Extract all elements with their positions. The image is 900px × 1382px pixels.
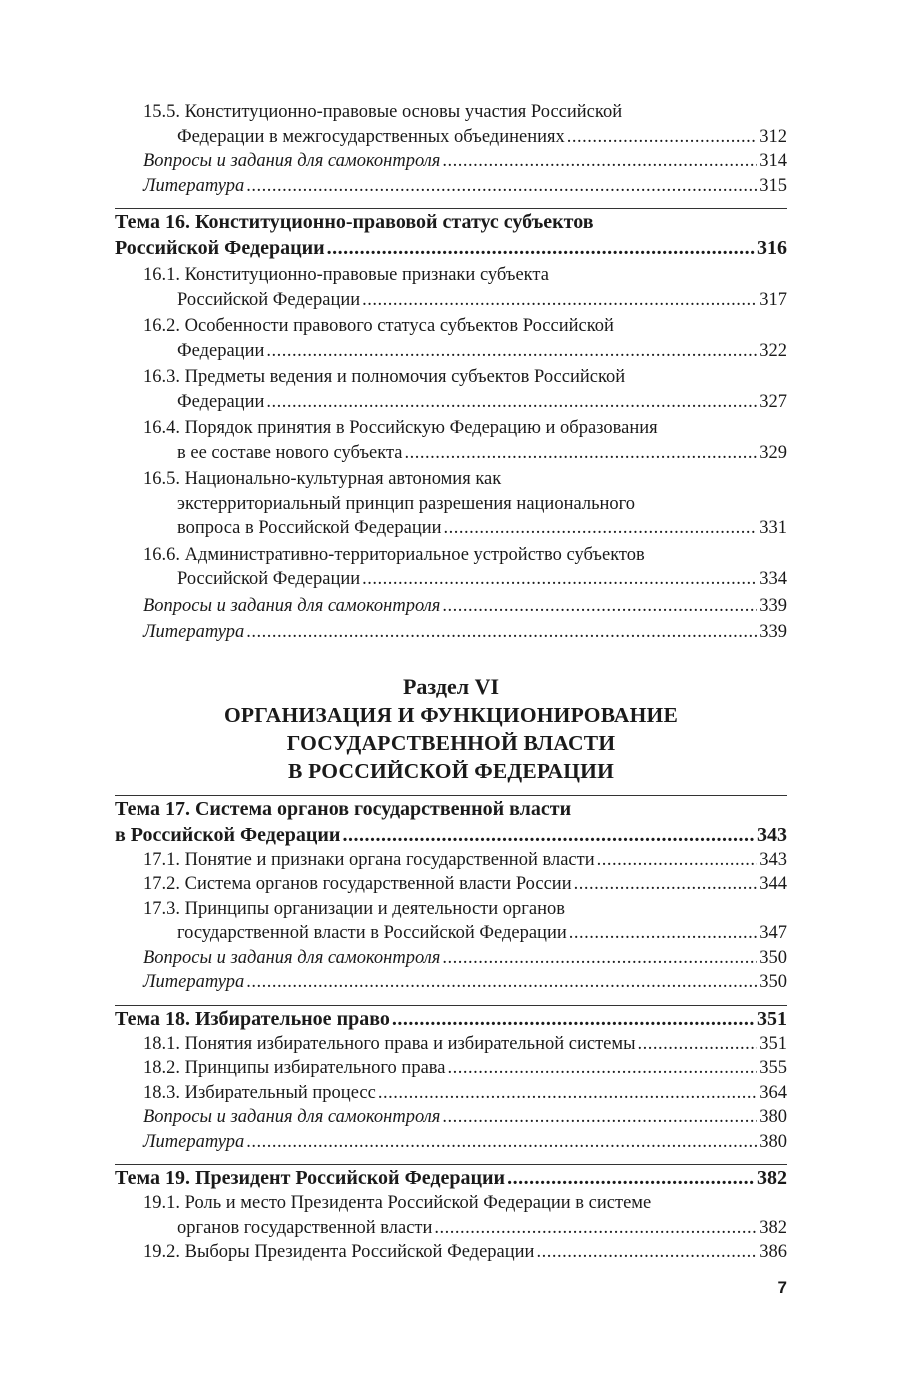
toc-entry: [143, 872, 787, 897]
dot-leader: [574, 872, 758, 897]
dot-leader: [246, 174, 757, 199]
toc-entry: [143, 149, 787, 174]
toc-page-number: 350: [759, 947, 787, 968]
toc-entry-text: вопроса в Российской Федерации: [177, 518, 442, 538]
toc-page-number: 327: [759, 391, 787, 412]
toc-entry-text: 15.5. Конституционно-правовые основы участия Российской: [143, 102, 623, 122]
toc-entry-text: 19.1. Роль и место Президента Российской Федерации в системе: [143, 1193, 652, 1213]
toc-page-number: 317: [759, 289, 787, 310]
toc-entry-text: 17.1. Понятие и признаки органа государственной власти: [143, 849, 595, 870]
toc-topic-entry: [115, 1165, 787, 1191]
section-title-line: ОРГАНИЗАЦИЯ И ФУНКЦИОНИРОВАНИЕ: [223, 702, 679, 727]
toc-page-number: 351: [759, 1033, 787, 1054]
toc-topic-entry: [115, 209, 787, 261]
toc-entry-text: органов государственной власти: [177, 1217, 433, 1238]
dot-leader: [246, 1130, 757, 1155]
toc-entry-text: 16.5. Национально-культурная автономия как: [143, 469, 502, 489]
toc-entry: [143, 365, 787, 414]
dot-leader: [442, 149, 757, 174]
toc-entry-text: 16.3. Предметы ведения и полномочия субъектов Российской: [143, 367, 626, 387]
toc-page-number: 343: [759, 849, 787, 870]
toc-page-number: 312: [759, 126, 787, 147]
toc-entry: [143, 1056, 787, 1081]
toc-entry-text: Вопросы и задания для самоконтроля: [143, 151, 441, 171]
toc-entry: [143, 100, 787, 149]
toc-entry-text: 18.3. Избирательный процесс: [143, 1082, 376, 1103]
dot-leader: [444, 516, 758, 541]
toc-entry-text: 16.1. Конституционно-правовые признаки субъекта: [143, 265, 549, 285]
toc-entry: [143, 416, 787, 465]
dot-leader: [362, 288, 757, 313]
toc-entry-text: Российской Федерации: [115, 237, 325, 259]
toc-entry-text: Российской Федерации: [177, 569, 361, 589]
toc-entry: [143, 946, 787, 971]
toc-entry: [143, 970, 787, 995]
toc-page-number: 315: [759, 175, 787, 196]
toc-entry-text: Тема 17. Система органов государственной власти: [115, 797, 572, 820]
toc-entry: [143, 1130, 787, 1155]
toc-entry-text: Вопросы и задания для самоконтроля: [143, 595, 441, 616]
dot-leader: [507, 1165, 755, 1191]
toc-entry-text: Федерации: [177, 340, 265, 361]
toc-entry-text: Вопросы и задания для самоконтроля: [143, 1107, 441, 1127]
toc-entry-text: Федерации: [177, 391, 265, 412]
section-heading: [115, 673, 787, 785]
toc-entry-text: Литература: [143, 622, 245, 642]
toc-page-number: 350: [759, 972, 787, 992]
toc-entry: [143, 1081, 787, 1106]
toc-page: [115, 100, 787, 1265]
toc-entry: [143, 174, 787, 199]
toc-page-number: 331: [759, 518, 787, 538]
toc-entry: [143, 897, 787, 946]
toc-page-number: 344: [759, 874, 787, 894]
dot-leader: [434, 1216, 757, 1241]
toc-page-number: 316: [757, 237, 787, 259]
toc-page-number: 382: [757, 1167, 787, 1189]
toc-entry-text: Федерации в межгосударственных объединениях: [177, 126, 565, 147]
toc-page-number: 364: [759, 1082, 787, 1103]
toc-entry-text: 16.2. Особенности правового статуса субъектов Российской: [143, 316, 614, 336]
toc-entry: [143, 594, 787, 619]
toc-page-number: 343: [757, 823, 787, 846]
dot-leader: [378, 1081, 757, 1106]
toc-entry-text: Вопросы и задания для самоконтроля: [143, 947, 441, 968]
toc-page-number: 339: [759, 595, 787, 616]
toc-page-number: 347: [759, 923, 787, 943]
toc-topic-entry: [115, 1006, 787, 1032]
dot-leader: [246, 620, 757, 645]
toc-page-number: 334: [759, 569, 787, 589]
dot-leader: [327, 235, 755, 261]
toc-entry-text: 17.2. Система органов государственной власти России: [143, 874, 572, 894]
toc-topic-entry: [115, 796, 787, 848]
toc-page-number: 386: [759, 1242, 787, 1262]
toc-page-number: 351: [757, 1007, 787, 1030]
dot-leader: [405, 441, 758, 466]
section-title-line: В РОССИЙСКОЙ ФЕДЕРАЦИИ: [287, 758, 615, 783]
toc-entry: [143, 1240, 787, 1265]
toc-page-number: 355: [759, 1058, 787, 1078]
toc-entry: [143, 467, 787, 541]
toc-entry: [143, 1105, 787, 1130]
dot-leader: [266, 390, 757, 415]
dot-leader: [567, 125, 757, 150]
toc-entry: [143, 848, 787, 873]
toc-entry-text: 17.3. Принципы организации и деятельности органов: [143, 898, 565, 919]
toc-entry: [143, 263, 787, 312]
toc-entry-text: 16.6. Административно-территориальное устройство субъектов: [143, 544, 645, 565]
toc-entry-text: в Российской Федерации: [115, 823, 341, 846]
toc-page-number: 329: [759, 442, 787, 463]
dot-leader: [442, 1105, 757, 1130]
dot-leader: [442, 594, 757, 619]
toc-entry-text: в ее составе нового субъекта: [177, 442, 403, 463]
toc-entry: [143, 1032, 787, 1057]
toc-entry: [143, 1191, 787, 1240]
toc-page-number: 380: [759, 1107, 787, 1127]
toc-entry-text: 19.2. Выборы Президента Российской Федерации: [143, 1242, 535, 1262]
toc-entry-text: Литература: [143, 972, 245, 992]
toc-entry-text: Литература: [143, 1131, 245, 1152]
toc-entry: [143, 543, 787, 592]
toc-page-number: 339: [759, 622, 787, 642]
toc-entry-text: Литература: [143, 175, 245, 196]
dot-leader: [392, 1006, 755, 1032]
dot-leader: [569, 921, 757, 946]
section-title-line: ГОСУДАРСТВЕННОЙ ВЛАСТИ: [286, 730, 616, 755]
section-label: Раздел VI: [402, 673, 500, 699]
toc-page-number: 322: [759, 340, 787, 361]
toc-entry-text: Российской Федерации: [177, 289, 361, 310]
dot-leader: [342, 822, 755, 848]
toc-entry: [143, 620, 787, 645]
toc-page-number: 382: [759, 1217, 787, 1238]
toc-entry-text: 18.1. Понятия избирательного права и избирательной системы: [143, 1033, 636, 1054]
dot-leader: [536, 1240, 757, 1265]
dot-leader: [246, 970, 757, 995]
toc-entry-text: государственной власти в Российской Федерации: [177, 923, 567, 943]
toc-entry: [143, 314, 787, 363]
toc-page-number: 314: [759, 151, 787, 171]
dot-leader: [362, 567, 757, 592]
toc-entry-text: Тема 16. Конституционно-правовой статус субъектов: [115, 211, 594, 233]
toc-page-number: 380: [759, 1131, 787, 1152]
toc-entry-text: Тема 18. Избирательное право: [115, 1007, 390, 1030]
dot-leader: [447, 1056, 757, 1081]
dot-leader: [266, 339, 757, 364]
toc-entry-text: 18.2. Принципы избирательного права: [143, 1058, 446, 1078]
dot-leader: [597, 848, 758, 873]
dot-leader: [442, 946, 757, 971]
dot-leader: [638, 1032, 758, 1057]
toc-entry-text: экстерриториальный принцип разрешения национального: [177, 493, 636, 514]
toc-entry-text: Тема 19. Президент Российской Федерации: [115, 1167, 506, 1189]
toc-entry-text: 16.4. Порядок принятия в Российскую Федерацию и образования: [143, 418, 658, 438]
page-number: 7: [777, 1278, 787, 1297]
